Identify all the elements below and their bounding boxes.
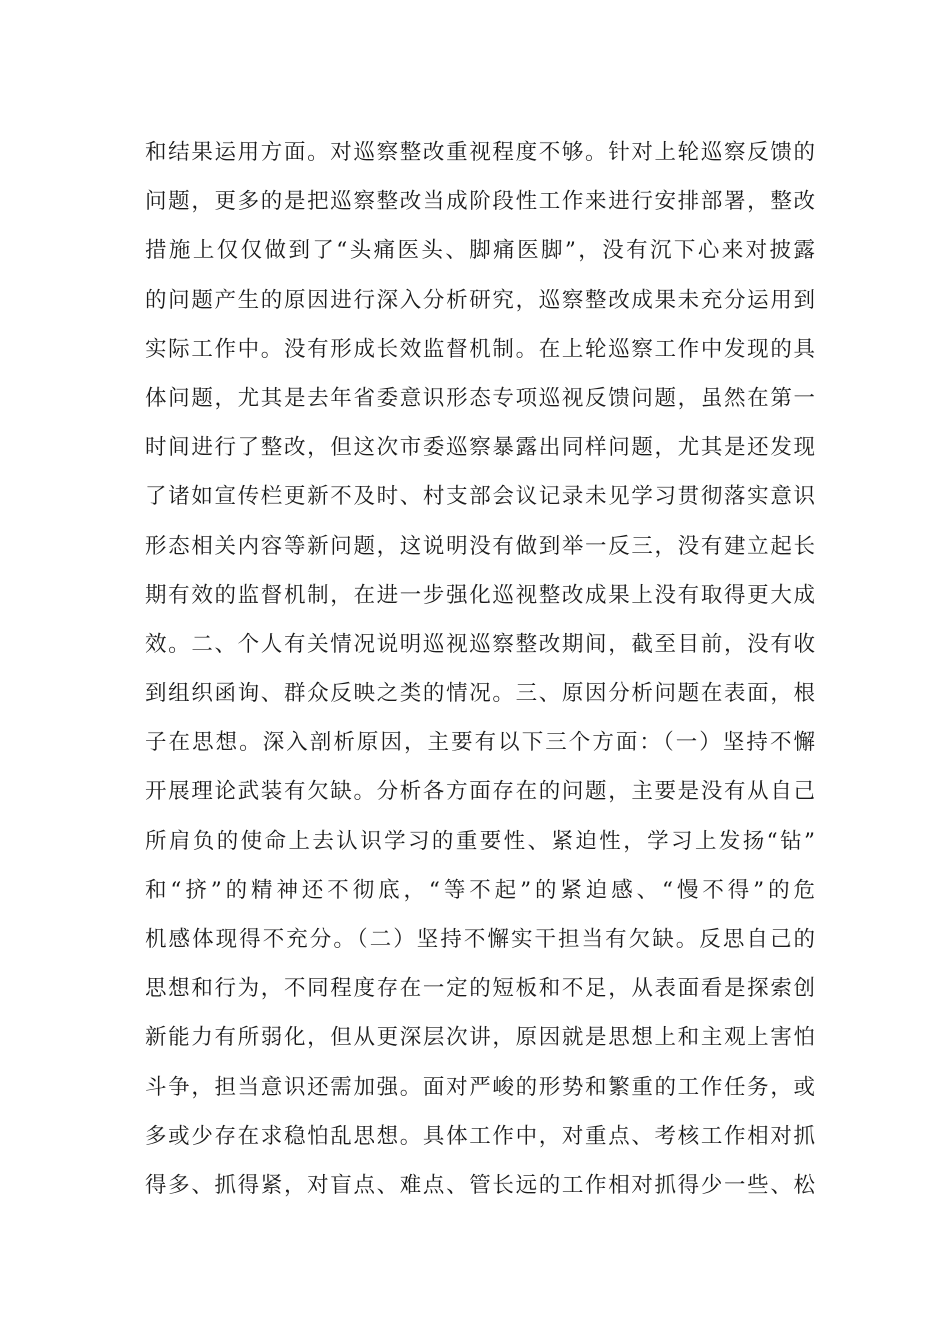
text-line: 的问题产生的原因进行深入分析研究，巡察整改成果未充分运用到 [145, 287, 815, 313]
text-line: 和“挤”的精神还不彻底，“等不起”的紧迫感、“慢不得”的危 [145, 877, 815, 903]
text-line: 机感体现得不充分。（二）坚持不懈实干担当有欠缺。反思自己的 [145, 927, 815, 952]
text-line: 开展理论武装有欠缺。分析各方面存在的问题，主要是没有从自己 [145, 779, 815, 805]
text-line: 得多、抓得紧，对盲点、难点、管长远的工作相对抓得少一些、松 [145, 1172, 815, 1198]
text-line: 到组织函询、群众反映之类的情况。三、原因分析问题在表面，根 [145, 681, 815, 707]
text-line: 期有效的监督机制，在进一步强化巡视整改成果上没有取得更大成 [145, 582, 815, 608]
text-line: 体问题，尤其是去年省委意识形态专项巡视反馈问题，虽然在第一 [145, 385, 815, 411]
text-line: 思想和行为，不同程度存在一定的短板和不足，从表面看是探索创 [145, 976, 815, 1002]
text-line: 新能力有所弱化，但从更深层次讲，原因就是思想上和主观上害怕 [145, 1025, 815, 1051]
text-line: 所肩负的使命上去认识学习的重要性、紧迫性，学习上发扬“钻” [145, 828, 815, 854]
text-line: 措施上仅仅做到了“头痛医头、脚痛医脚”，没有沉下心来对披露 [145, 238, 815, 264]
text-line: 多或少存在求稳怕乱思想。具体工作中，对重点、考核工作相对抓 [145, 1123, 815, 1149]
text-line: 时间进行了整改，但这次市委巡察暴露出同样问题，尤其是还发现 [145, 435, 815, 461]
text-line: 形态相关内容等新问题，这说明没有做到举一反三，没有建立起长 [145, 533, 815, 559]
body-text [145, 128, 815, 1210]
text-line: 子在思想。深入剖析原因，主要有以下三个方面：（一）坚持不懈 [145, 730, 815, 756]
text-line: 实际工作中。没有形成长效监督机制。在上轮巡察工作中发现的具 [145, 336, 815, 362]
text-line: 效。二、个人有关情况说明巡视巡察整改期间，截至目前，没有收 [145, 631, 815, 657]
text-line: 斗争，担当意识还需加强。面对严峻的形势和繁重的工作任务，或 [145, 1074, 815, 1100]
text-line: 和结果运用方面。对巡察整改重视程度不够。针对上轮巡察反馈的 [145, 140, 815, 165]
text-line: 问题，更多的是把巡察整改当成阶段性工作来进行安排部署，整改 [145, 189, 815, 215]
text-line: 了诸如宣传栏更新不及时、村支部会议记录未见学习贯彻落实意识 [145, 484, 815, 510]
